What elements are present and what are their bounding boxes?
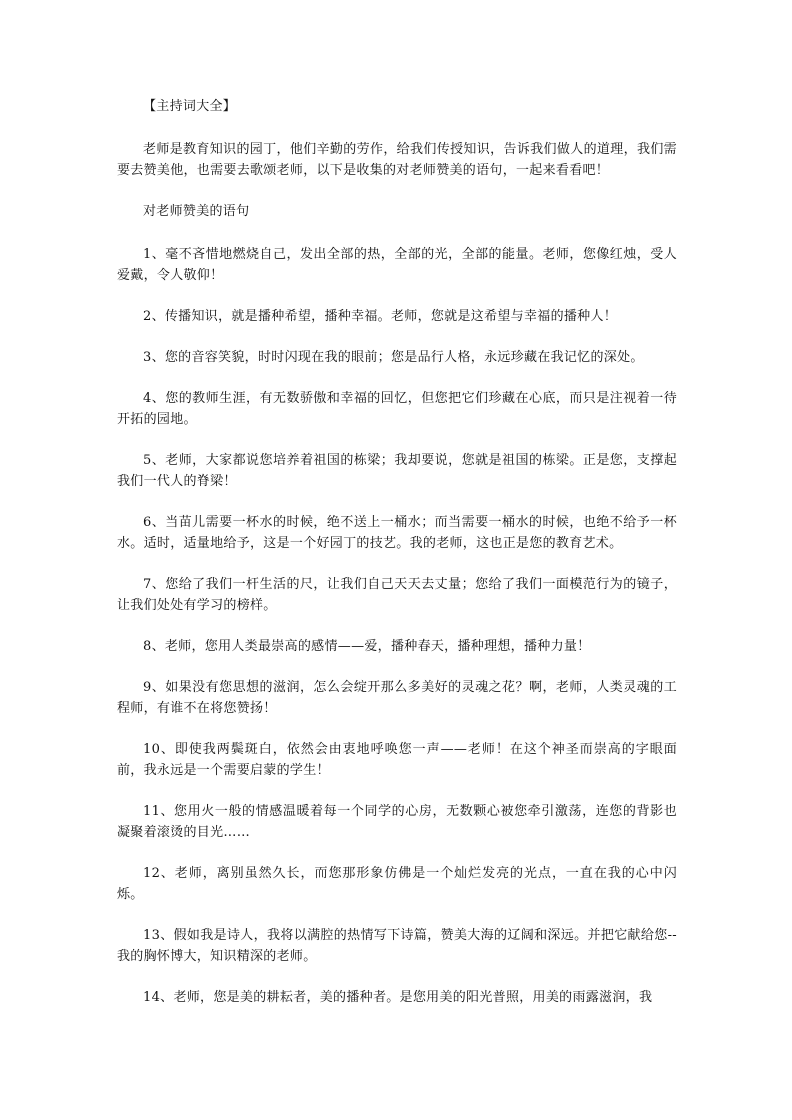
list-item: 14、老师，您是美的耕耘者，美的播种者。是您用美的阳光普照，用美的雨露滋润，我 — [143, 990, 653, 1005]
list-item: 1、毫不吝惜地燃烧自己，发出全部的热，全部的光，全部的能量。老师，您像红烛，受人爱戴，令人敬仰！ — [117, 247, 677, 283]
document-title: 【主持词大全】 — [143, 99, 237, 114]
list-item: 11、您用火一般的情感温暖着每一个同学的心房，无数颗心被您牵引激荡，连您的背影也凝聚着滚烫的目光…… — [117, 804, 677, 840]
list-item: 7、您给了我们一杆生活的尺，让我们自己天天去丈量；您给了我们一面模范行为的镜子，让我们处处有学习的榜样。 — [117, 577, 677, 613]
list-item: 13、假如我是诗人，我将以满腔的热情写下诗篇，赞美大海的辽阔和深远。并把它献给您--我的胸怀博大，知识精深的老师。 — [117, 928, 677, 964]
list-item: 8、老师，您用人类最崇高的感情——爱，播种春天，播种理想，播种力量！ — [143, 639, 591, 654]
list-item: 3、您的音容笑貌，时时闪现在我的眼前；您是品行人格，永远珍藏在我记忆的深处。 — [143, 350, 644, 365]
section-subtitle: 对老师赞美的语句 — [143, 204, 250, 219]
intro-paragraph: 老师是教育知识的园丁，他们辛勤的劳作，给我们传授知识，告诉我们做人的道理，我们需要去赞美他，也需要去歌颂老师，以下是收集的对老师赞美的语句，一起来看看吧！ — [117, 142, 677, 178]
list-item: 10、即使我两鬓斑白，依然会由衷地呼唤您一声——老师！在这个神圣而崇高的字眼面前，我永远是一个需要启蒙的学生！ — [117, 742, 677, 778]
list-item: 2、传播知识，就是播种希望，播种幸福。老师，您就是这希望与幸福的播种人！ — [143, 309, 618, 324]
list-item: 9、如果没有您思想的滋润，怎么会绽开那么多美好的灵魂之花？啊，老师，人类灵魂的工程师，有谁不在将您赞扬！ — [117, 680, 677, 716]
list-item: 6、当苗儿需要一杯水的时候，绝不送上一桶水；而当需要一桶水的时候，也绝不给予一杯水。适时，适量地给予，这是一个好园丁的技艺。我的老师，这也正是您的教育艺术。 — [117, 515, 677, 551]
list-item: 12、老师，离别虽然久长，而您那形象仿佛是一个灿烂发亮的光点，一直在我的心中闪烁。 — [117, 866, 677, 902]
list-item: 4、您的教师生涯，有无数骄傲和幸福的回忆，但您把它们珍藏在心底，而只是注视着一待开拓的园地。 — [117, 391, 677, 427]
list-item: 5、老师，大家都说您培养着祖国的栋梁；我却要说，您就是祖国的栋梁。正是您，支撑起我们一代人的脊梁！ — [117, 453, 677, 489]
document-body — [117, 96, 677, 1028]
